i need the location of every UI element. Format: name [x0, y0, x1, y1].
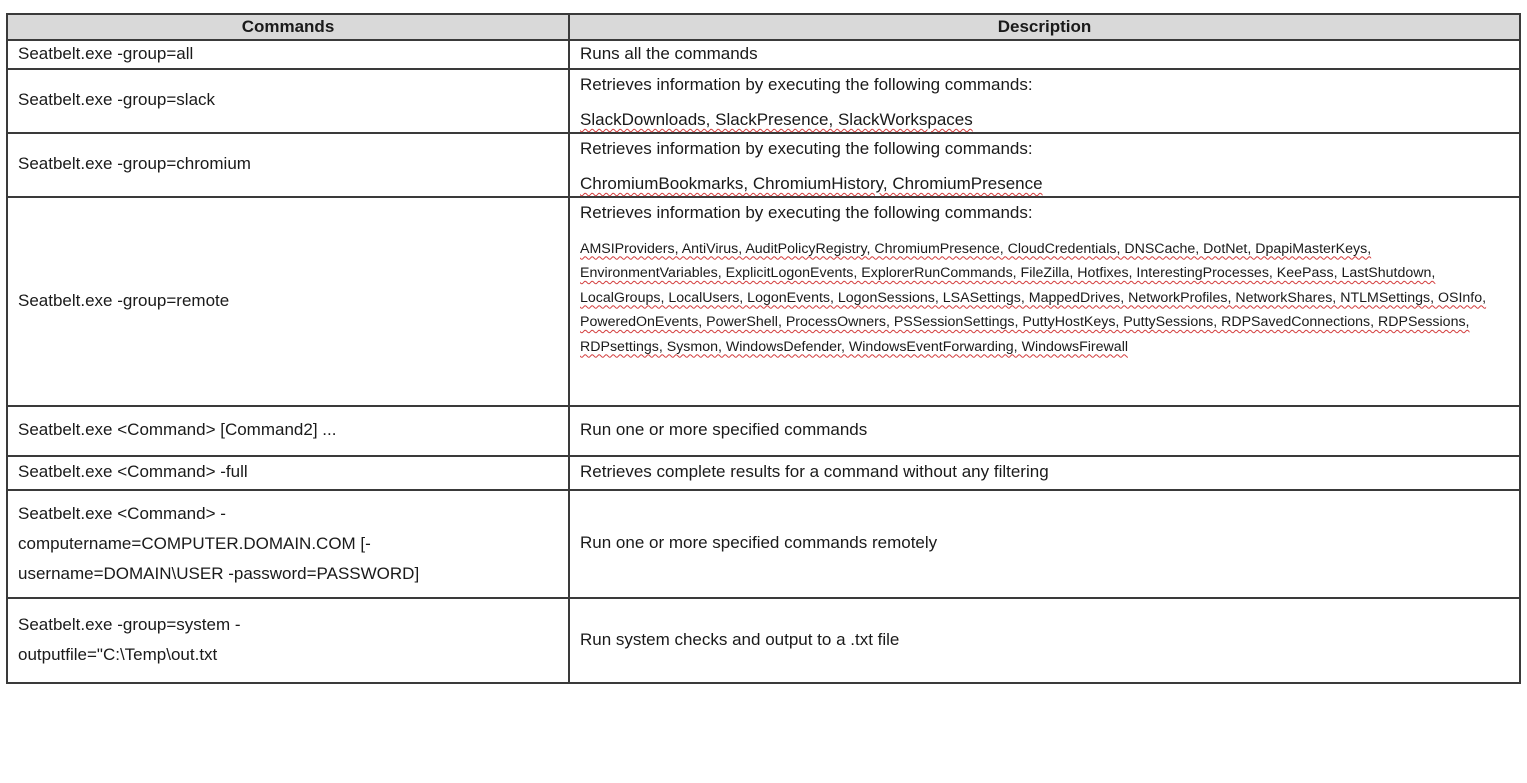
description-cell	[569, 40, 1520, 69]
table-row	[7, 490, 1520, 598]
header-description: Description	[569, 14, 1520, 40]
description-cell	[569, 197, 1520, 406]
description-intro: Retrieves information by executing the following commands:	[580, 75, 1033, 94]
description-text: Run one or more specified commands	[580, 420, 868, 440]
description-cell	[569, 69, 1520, 133]
table-header-row	[7, 14, 1520, 40]
command-line: computername=COMPUTER.DOMAIN.COM [-	[18, 533, 371, 553]
command-line: Seatbelt.exe <Command> -	[18, 503, 226, 523]
description-cell	[569, 490, 1520, 598]
header-commands: Commands	[7, 14, 569, 40]
command-line: username=DOMAIN\USER -password=PASSWORD]	[18, 563, 420, 583]
seatbelt-commands-table	[6, 13, 1521, 684]
command-cell	[7, 197, 569, 406]
table-row	[7, 456, 1520, 490]
description-cell	[569, 456, 1520, 490]
command-line: outputfile="C:\Temp\out.txt	[18, 645, 218, 665]
description-command-list: AMSIProviders, AntiVirus, AuditPolicyRegistry, ChromiumPresence, CloudCredentials, DNSCache, DotNet, DpapiMasterKeys, EnvironmentVariables, ExplicitLogonEvents, ExplorerRunCommands, FileZilla, Hotfixes, InterestingProcesses, KeePass, LastShutdown, LocalGroups, LocalUsers, LogonEvents, LogonSessions, LSASettings, MappedDrives, NetworkProfiles, NetworkShares, NTLMSettings, OSInfo, PoweredOnEvents, PowerShell, ProcessOwners, PSSessionSettings, PuttyHostKeys, PuttySessions, RDPSavedConnections, RDPSessions, RDPsettings, Sysmon, WindowsDefender, WindowsEventForwarding, WindowsFirewall	[580, 240, 1487, 355]
table-row	[7, 406, 1520, 456]
table-row	[7, 133, 1520, 197]
description-text: Runs all the commands	[580, 44, 758, 64]
description-intro: Retrieves information by executing the following commands:	[580, 138, 1033, 158]
command-text: Seatbelt.exe <Command> [Command2] ...	[18, 420, 337, 440]
table-row	[7, 598, 1520, 683]
table-row	[7, 69, 1520, 133]
command-text: Seatbelt.exe -group=slack	[18, 90, 216, 110]
command-cell	[7, 40, 569, 69]
description-command-list: ChromiumBookmarks, ChromiumHistory, ChromiumPresence	[580, 173, 1043, 193]
table-row	[7, 40, 1520, 69]
description-command-list: SlackDownloads, SlackPresence, SlackWorkspaces	[580, 109, 973, 129]
command-cell	[7, 69, 569, 133]
seatbelt-commands-table-container	[6, 13, 1519, 684]
command-text: Seatbelt.exe <Command> -full	[18, 462, 248, 482]
command-text: Seatbelt.exe -group=chromium	[18, 154, 251, 174]
command-text: Seatbelt.exe -group=remote	[18, 290, 230, 310]
command-text: Seatbelt.exe -group=all	[18, 44, 194, 64]
description-cell	[569, 133, 1520, 197]
command-line: Seatbelt.exe -group=system -	[18, 615, 241, 635]
command-cell	[7, 598, 569, 683]
description-cell	[569, 598, 1520, 683]
command-cell	[7, 133, 569, 197]
description-text: Run one or more specified commands remotely	[580, 533, 938, 553]
table-row	[7, 197, 1520, 406]
description-cell	[569, 406, 1520, 456]
description-text: Run system checks and output to a .txt file	[580, 629, 900, 649]
description-intro: Retrieves information by executing the following commands:	[580, 202, 1033, 222]
description-text: Retrieves complete results for a command without any filtering	[580, 462, 1049, 482]
command-cell	[7, 456, 569, 490]
command-cell	[7, 406, 569, 456]
command-cell	[7, 490, 569, 598]
